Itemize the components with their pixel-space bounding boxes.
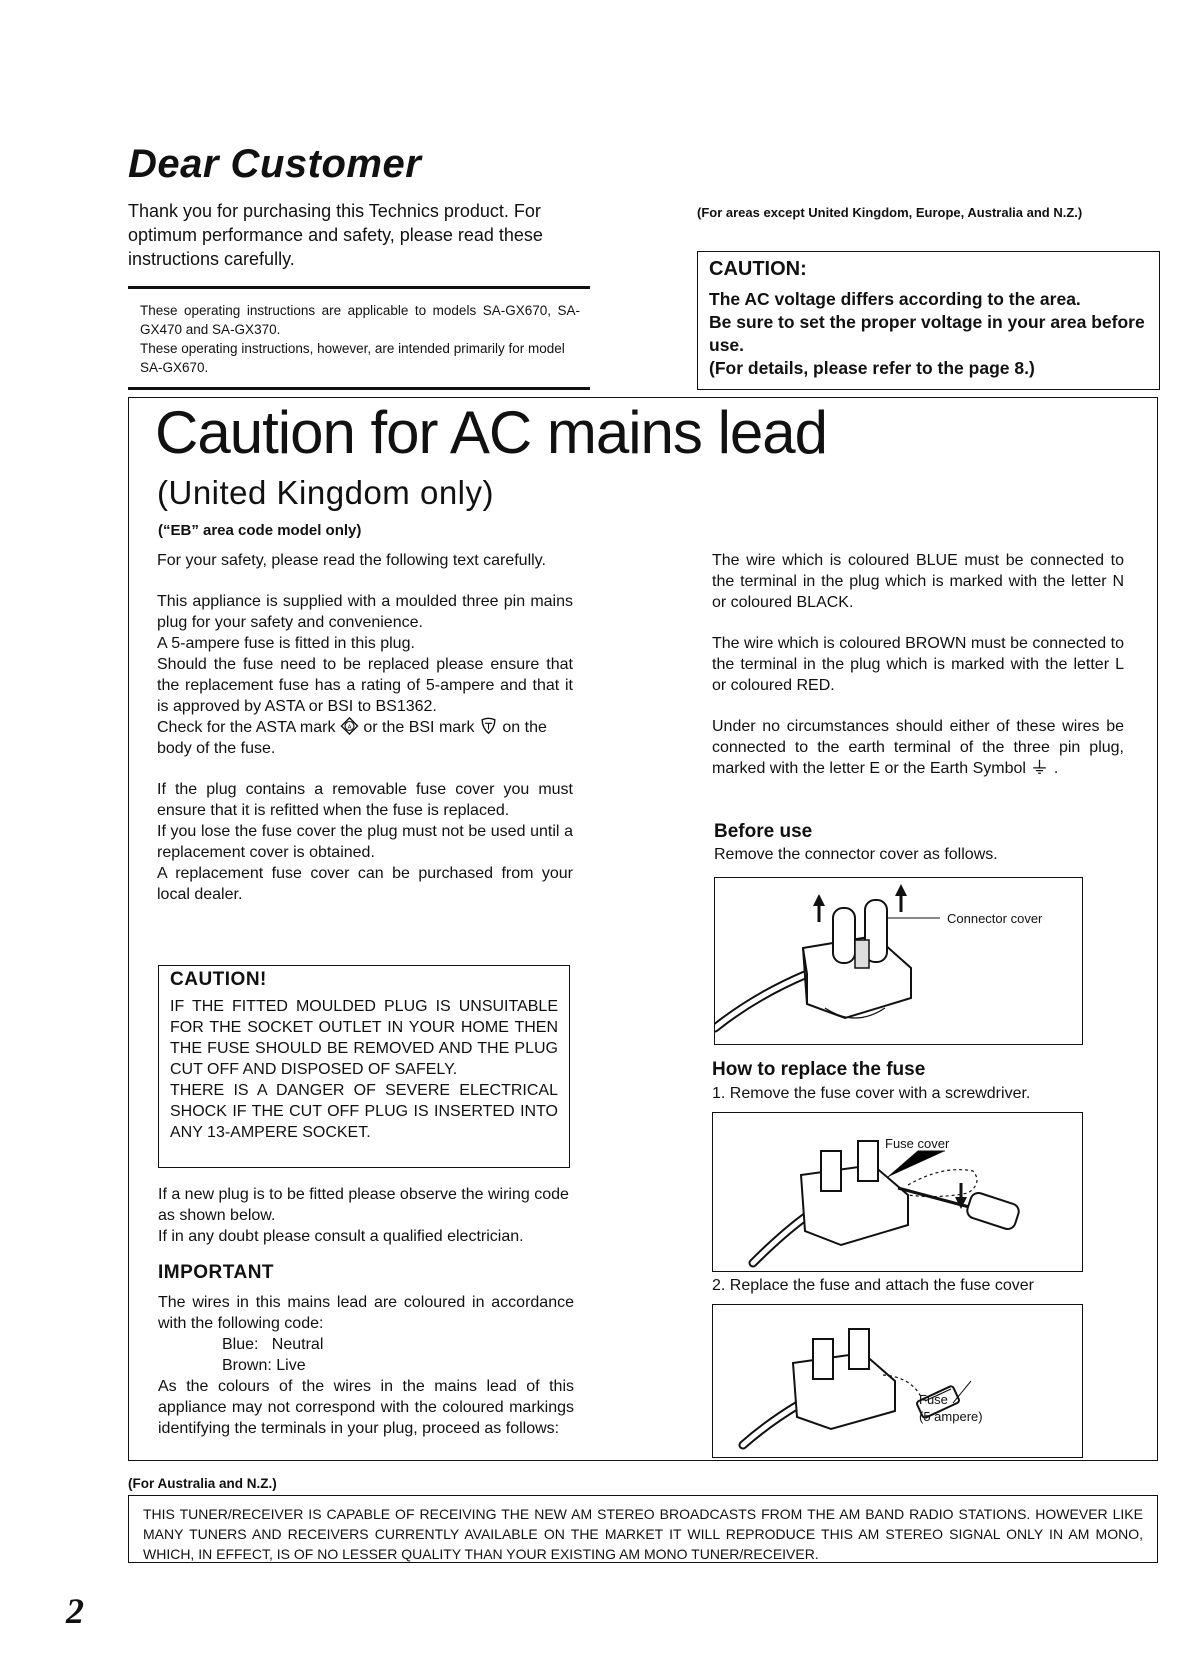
mains-lead-subtitle: (United Kingdom only): [157, 474, 494, 511]
areas-note: (For areas except United Kingdom, Europe, Australia and N.Z.): [697, 205, 1083, 220]
uk-caution-box: [158, 965, 570, 1168]
fuse-label: [919, 1391, 983, 1425]
voltage-caution-line-2: Be sure to set the proper voltage in your area before use.: [709, 312, 1145, 355]
earth-wire-paragraph: Under no circumstances should either of these wires be connected to the earth terminal of the three pin plug, marked with the letter E or the Earth Symbol .: [712, 718, 1124, 777]
voltage-caution-box: [697, 251, 1160, 390]
eb-area-note: (“EB” area code model only): [158, 522, 362, 539]
moulded-plug-text: This appliance is supplied with a moulded three pin mains plug for your safety and convenience.: [157, 593, 573, 631]
earth-symbol-icon: [1030, 758, 1049, 776]
models-note-box: [128, 286, 590, 390]
fuse-cover-label: Fuse cover: [885, 1136, 950, 1151]
brown-code: Brown: Live: [222, 1357, 306, 1374]
models-line-2: These operating instructions, however, are intended primarily for model SA-GX670.: [140, 341, 565, 375]
plug-connector-illustration: [715, 878, 1082, 1044]
asta-mark-icon: [340, 717, 359, 735]
fuse-replacement-illustration: [713, 1305, 1082, 1457]
step-2-text: 2. Replace the fuse and attach the fuse cover: [712, 1277, 1034, 1294]
dear-customer-title: Dear Customer: [128, 142, 422, 186]
step-1-text: 1. Remove the fuse cover with a screwdriver.: [712, 1085, 1031, 1102]
fuse-cover-refit-text: If the plug contains a removable fuse cover you must ensure that it is refitted when the fuse is replaced.: [157, 781, 573, 819]
earth-wire-text: Under no circumstances should either of these wires be connected to the earth terminal of the three pin plug, marked with the letter E or the Earth Symbol: [712, 718, 1124, 777]
important-outro: As the colours of the wires in the mains lead of this appliance may not correspond with the coloured markings identifying the terminals in your plug, proceed as follows:: [158, 1378, 574, 1437]
replace-fuse-title: How to replace the fuse: [712, 1059, 926, 1080]
models-line-1: These operating instructions are applicable to models SA-GX670, SA-GX470 and SA-GX370.: [140, 303, 580, 337]
voltage-caution-line-1: The AC voltage differs according to the area.: [709, 289, 1081, 309]
brown-wire-text: The wire which is coloured BROWN must be connected to the terminal in the plug which is marked with the letter L or coloured RED.: [712, 635, 1124, 694]
blue-code: Blue: Neutral: [222, 1336, 324, 1353]
left-column: [157, 550, 573, 905]
fuse-cover-lost-text: If you lose the fuse cover the plug must not be used until a replacement cover is obtained.: [157, 823, 573, 861]
asta-check-text: Check for the ASTA mark: [157, 719, 336, 736]
right-column: [712, 550, 1124, 799]
fuse-label-line-2: (5 ampere): [919, 1409, 983, 1424]
fuse-fitted-text: A 5-ampere fuse is fitted in this plug.: [157, 635, 415, 652]
models-note-text: [140, 301, 580, 377]
fuse-cover-figure: [712, 1112, 1083, 1272]
new-plug-text: [158, 1184, 574, 1247]
fuse-figure: [712, 1304, 1083, 1458]
blue-wire-text: The wire which is coloured BLUE must be connected to the terminal in the plug which is marked with the letter N or coloured BLACK.: [712, 552, 1124, 611]
electrician-text: If in any doubt please consult a qualified electrician.: [158, 1228, 524, 1245]
voltage-caution-line-3: (For details, please refer to the page 8.): [709, 358, 1035, 378]
dear-customer-intro: Thank you for purchasing this Technics product. For optimum performance and safety, please read these instructions carefully.: [128, 201, 543, 269]
uk-caution-body: [170, 996, 558, 1143]
important-intro: The wires in this mains lead are coloured in accordance with the following code:: [158, 1294, 574, 1332]
connector-cover-label: Connector cover: [947, 911, 1043, 926]
bsi-mark-icon: [479, 717, 498, 735]
before-use-title: Before use: [714, 821, 813, 842]
important-title: IMPORTANT: [158, 1262, 275, 1283]
bsi-check-text: or the BSI mark: [363, 719, 475, 736]
australia-box: [128, 1495, 1158, 1563]
wiring-code-text: If a new plug is to be fitted please observe the wiring code as shown below.: [158, 1186, 569, 1224]
uk-caution-title: CAUTION!: [170, 969, 267, 990]
voltage-caution-title: CAUTION:: [709, 258, 807, 280]
replacement-fuse-text: Should the fuse need to be replaced please ensure that the replacement fuse has a rating of 5-ampere and that it is approved by ASTA or BSI to BS1362.: [157, 656, 573, 715]
important-text: [158, 1292, 574, 1439]
safety-read-text: For your safety, please read the following text carefully.: [157, 552, 546, 569]
australia-text: THIS TUNER/RECEIVER IS CAPABLE OF RECEIVING THE NEW AM STEREO BROADCASTS FROM THE AM BAND RADIO STATIONS. HOWEVER LIKE MANY TUNERS AND RECEIVERS CURRENTLY AVAILABLE ON THE MARKET IT WILL REPRODUCE THIS AM STEREO SIGNAL ONLY IN AM MONO, WHICH, IN EFFECT, IS OF NO LESSER QUALITY THAN YOUR EXISTING AM MONO TUNER/RECEIVER.: [143, 1506, 1143, 1562]
uk-caution-text-2: THERE IS A DANGER OF SEVERE ELECTRICAL SHOCK IF THE CUT OFF PLUG IS INSERTED INTO ANY 13-AMPERE SOCKET.: [170, 1082, 558, 1141]
svg-text:A: A: [347, 724, 352, 731]
connector-cover-figure: [714, 877, 1083, 1045]
fuse-label-line-1: Fuse: [919, 1392, 948, 1407]
mains-lead-title: Caution for AC mains lead: [155, 399, 828, 466]
australia-note: (For Australia and N.Z.): [128, 1476, 277, 1491]
uk-caution-text-1: IF THE FITTED MOULDED PLUG IS UNSUITABLE FOR THE SOCKET OUTLET IN YOUR HOME THEN THE FUSE SHOULD BE REMOVED AND THE PLUG CUT OFF AND DISPOSED OF SAFELY.: [170, 998, 558, 1078]
check-marks-text: [157, 717, 573, 759]
page-number: 2: [66, 1591, 84, 1631]
fuse-body-text: on the body of the fuse.: [157, 719, 547, 757]
before-use-text: Remove the connector cover as follows.: [714, 846, 998, 863]
voltage-caution-body: [709, 288, 1149, 380]
fuse-cover-dealer-text: A replacement fuse cover can be purchased from your local dealer.: [157, 865, 573, 903]
